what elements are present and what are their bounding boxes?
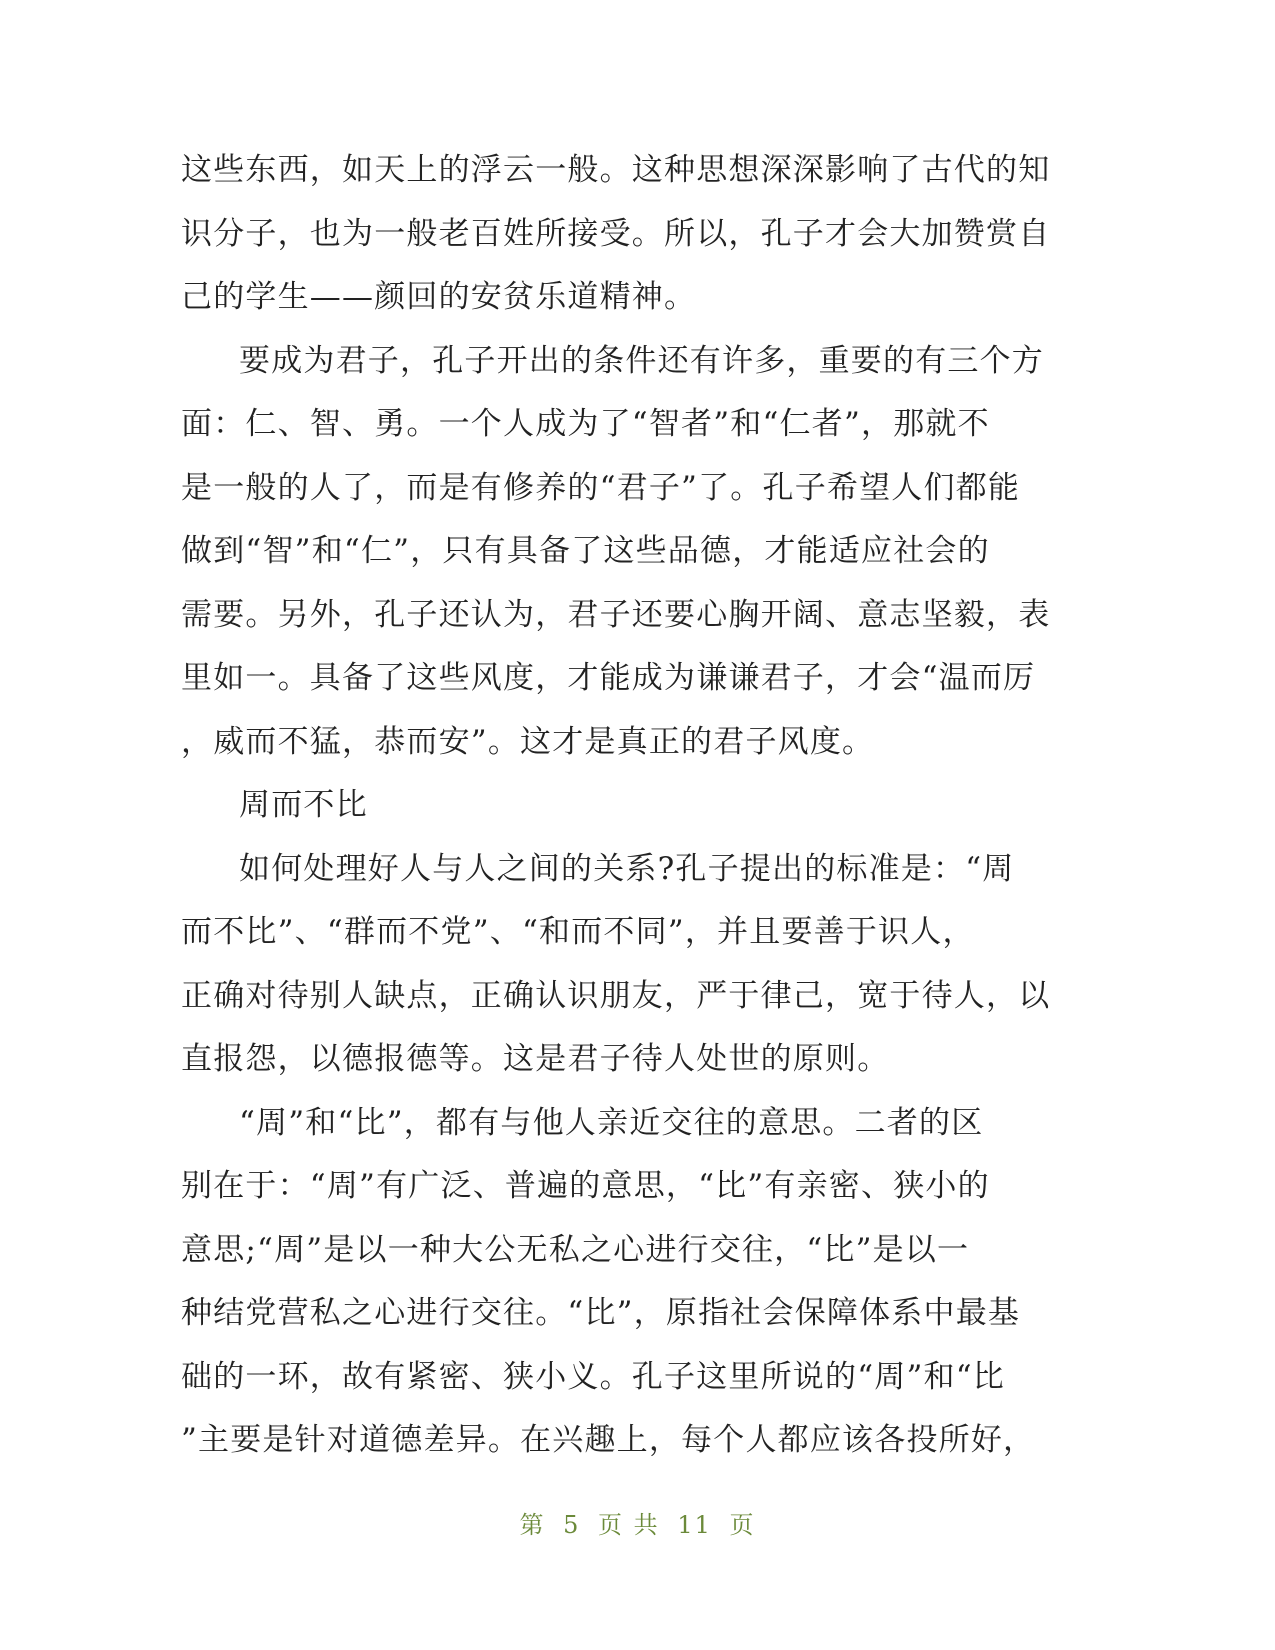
text-line: 要成为君子，孔子开出的条件还有许多，重要的有三个方 <box>239 342 1044 379</box>
text-line: 己的学生——颜回的安贫乐道精神。 <box>181 279 697 315</box>
text-line: 而不比”、“群而不党”、“和而不同”，并且要善于识人， <box>181 914 975 950</box>
text-line: 是一般的人了，而是有修养的“君子”了。孔子希望人们都能 <box>181 469 1021 506</box>
text-line: 别在于：“周”有广泛、普遍的意思，“比”有亲密、狭小的 <box>181 1168 990 1204</box>
text-line: ”主要是针对道德差异。在兴趣上，每个人都应该各投所好， <box>181 1422 1036 1458</box>
text-line: 需要。另外，孔子还认为，君子还要心胸开阔、意志坚毅，表 <box>181 596 1051 633</box>
text-line: “周”和“比”，都有与他人亲近交往的意思。二者的区 <box>239 1104 984 1141</box>
body-text <box>181 139 1051 1473</box>
text-line: ，威而不猛，恭而安”。这才是真正的君子风度。 <box>181 723 875 760</box>
text-line: 里如一。具备了这些风度，才能成为谦谦君子，才会“温而厉 <box>181 660 1036 696</box>
footer-page-number: 5 <box>563 1511 581 1539</box>
footer-total-pages: 11 <box>677 1511 712 1539</box>
footer-suffix: 页 <box>729 1511 756 1539</box>
text-line: 这些东西，如天上的浮云一般。这种思想深深影响了古代的知 <box>181 152 1051 188</box>
text-line: 面：仁、智、勇。一个人成为了“智者”和“仁者”，那就不 <box>181 406 990 442</box>
text-line: 种结党营私之心进行交往。“比”，原指社会保障体系中最基 <box>181 1295 1021 1331</box>
page-footer <box>0 1505 1275 1540</box>
text-line: 如何处理好人与人之间的关系?孔子提出的标准是：“周 <box>239 850 1015 887</box>
footer-middle: 页 共 <box>598 1511 660 1539</box>
text-line: 正确对待别人缺点，正确认识朋友，严于律己，宽于待人，以 <box>181 977 1051 1014</box>
text-line: 意思;“周”是以一种大公无私之心进行交往，“比”是以一 <box>181 1231 970 1268</box>
text-line: 础的一环，故有紧密、狭小义。孔子这里所说的“周”和“比 <box>181 1358 1005 1395</box>
section-heading: 周而不比 <box>239 787 368 823</box>
text-line: 直报怨，以德报德等。这是君子待人处世的原则。 <box>181 1041 890 1077</box>
text-line: 做到“智”和“仁”，只有具备了这些品德，才能适应社会的 <box>181 533 990 569</box>
text-line: 识分子，也为一般老百姓所接受。所以，孔子才会大加赞赏自 <box>181 215 1051 252</box>
footer-prefix: 第 <box>519 1511 546 1539</box>
